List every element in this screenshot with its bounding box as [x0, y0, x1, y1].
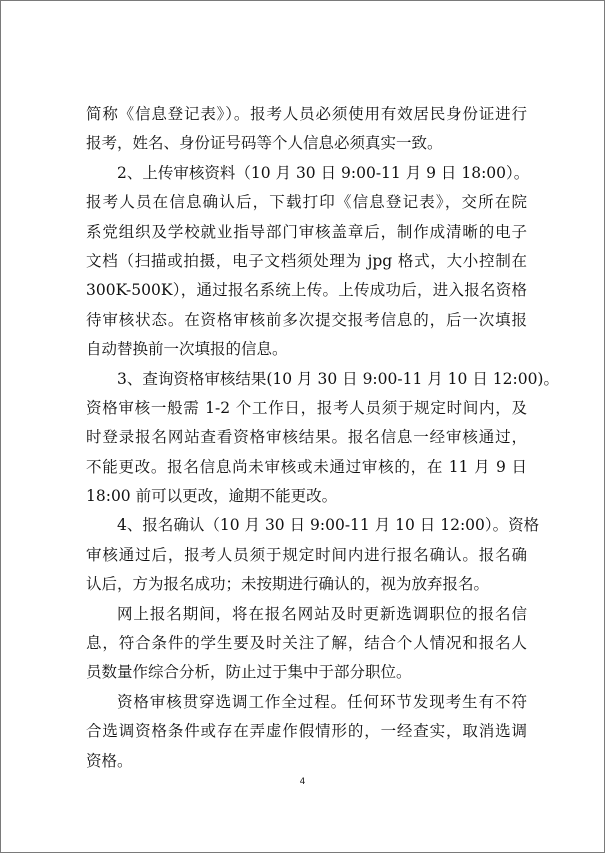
page-number: 4 [299, 777, 306, 787]
section-heading-upload: 2、上传审核资料（10 月 30 日 9:00-11 月 9 日 18:00）。 [117, 163, 530, 182]
paragraph-1 [86, 100, 527, 159]
text-line: 资格。 [86, 751, 133, 770]
text-line: 待审核状态。在资格审核前多次提交报考信息的，后一次填报 [86, 310, 527, 329]
text-line: 审核通过后，报考人员须于规定时间内进行报名确认。报名确 [86, 545, 527, 564]
text-line: 报考人员在信息确认后，下载打印《信息登记表》，交所在院 [86, 193, 527, 212]
text-line: 员数量作综合分析，防止过于集中于部分职位。 [86, 663, 412, 682]
text-line: 报考，姓名、身份证号码等个人信息必须真实一致。 [86, 134, 443, 153]
text-line: 息，符合条件的学生要及时关注了解，结合个人情况和报名人 [86, 634, 527, 653]
text-line: 文档（扫描或拍摄，电子文档须处理为 jpg 格式，大小控制在 [86, 251, 527, 270]
text-line: 300K-500K），通过报名系统上传。上传成功后，进入报名资格 [86, 281, 527, 300]
text-line: 认后，方为报名成功；未按期进行确认的，视为放弃报名。 [86, 575, 490, 594]
text-line: 简称《信息登记表》）。报考人员必须使用有效居民身份证进行 [86, 105, 527, 123]
text-line: 不能更改。报名信息尚未审核或未通过审核的，在 11 月 9 日 [86, 457, 527, 476]
text-line: 时登录报名网站查看资格审核结果。报名信息一经审核通过， [86, 428, 527, 447]
text-line: 自动替换前一次填报的信息。 [86, 340, 288, 359]
text-line: 系党组织及学校就业指导部门审核盖章后，制作成清晰的电子 [86, 222, 527, 241]
document-body [86, 100, 559, 776]
paragraph-4 [86, 511, 540, 599]
section-heading-query: 3、查询资格审核结果(10 月 30 日 9:00-11 月 10 日 12:00)。 [117, 369, 559, 388]
text-line: 资格审核一般需 1-2 个工作日，报考人员须于规定时间内，及 [86, 398, 527, 417]
text-line: 资格审核贯穿选调工作全过程。任何环节发现考生有不符 [117, 692, 527, 711]
paragraph-2 [86, 159, 530, 365]
text-line: 18:00 前可以更改，逾期不能更改。 [86, 487, 338, 506]
text-line: 合选调资格条件或存在弄虚作假情形的，一经查实，取消选调 [86, 722, 527, 741]
paragraph-3 [86, 365, 559, 512]
section-heading-confirm: 4、报名确认（10 月 30 日 9:00-11 月 10 日 12:00）。资格 [117, 516, 540, 535]
text-line: 网上报名期间，将在报名网站及时更新选调职位的报名信 [117, 604, 527, 623]
paragraph-5 [86, 600, 527, 688]
paragraph-6 [86, 688, 527, 776]
